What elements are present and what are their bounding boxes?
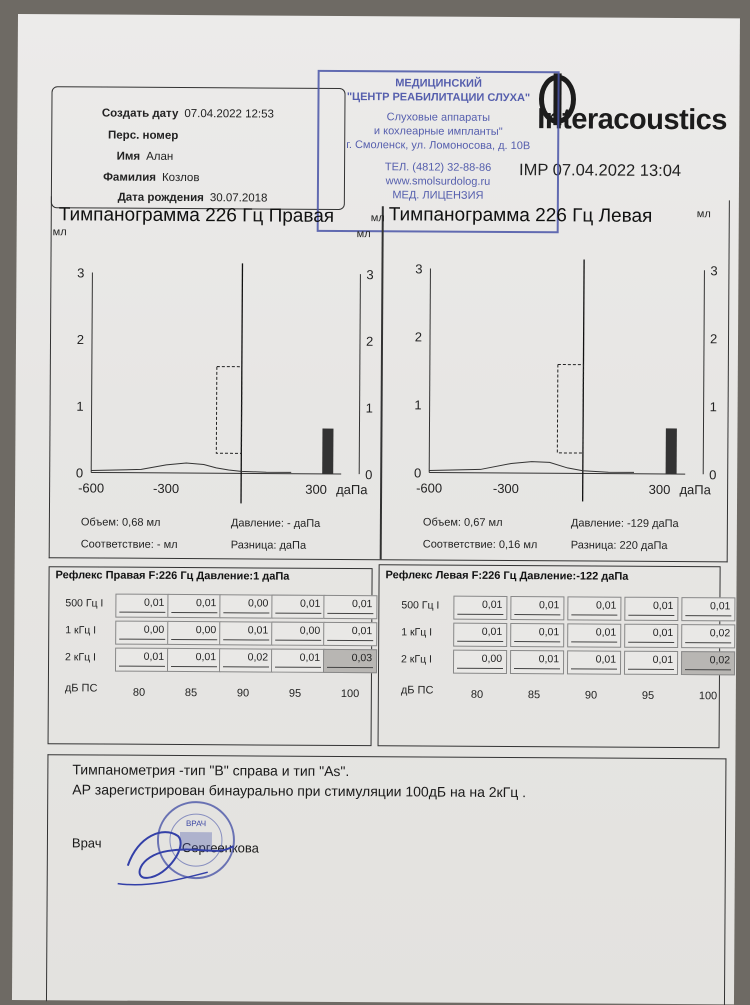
- right-reflex-trace: [223, 612, 269, 614]
- stamp-line-8: МЕД. ЛИЦЕНЗИЯ: [392, 189, 484, 202]
- right-reflex-value: 0,01: [195, 597, 217, 610]
- right-volume: Объем: 0,68 мл: [80, 516, 161, 529]
- left-reflex-cell: [624, 624, 678, 648]
- left-y-tick-right: 1: [709, 399, 717, 415]
- left-y-axis-right: [703, 270, 704, 474]
- right-reflex-cell: [167, 621, 221, 645]
- left-tymp-title: Тимпанограмма 226 Гц Левая: [388, 204, 653, 227]
- create-date-label: Создать дату: [101, 107, 179, 120]
- right-ml-label-right: мл: [356, 228, 371, 241]
- left-reflex-value: 0,01: [595, 626, 617, 639]
- left-volume: Объем: 0,67 мл: [422, 516, 503, 529]
- left-reflex-value: 0,01: [709, 600, 731, 613]
- left-reflex-value: 0,01: [481, 598, 503, 611]
- right-reflex-value: 0,00: [247, 597, 269, 610]
- surname-label: Фамилия: [103, 171, 157, 184]
- seal-text: ВРАЧ: [185, 819, 207, 829]
- right-volume-bar: [322, 429, 333, 474]
- left-reflex-trace: [628, 668, 674, 670]
- left-reflex-trace: [628, 641, 674, 643]
- pers-number-row: [52, 129, 179, 142]
- left-volume-bar: [666, 428, 677, 474]
- right-db-level: 85: [184, 687, 198, 700]
- conclusion-box: [46, 754, 726, 1005]
- right-reflex-cell: [219, 621, 273, 645]
- imp-timestamp: IMP 07.04.2022 13:04: [519, 161, 682, 181]
- left-reflex-value: 0,02: [709, 627, 731, 640]
- right-reflex-value: 0,01: [299, 651, 321, 664]
- right-reflex-value: 0,01: [351, 625, 373, 638]
- stamp-line-4: и кохлеарные импланты": [373, 125, 503, 138]
- right-reflex-cell: [323, 649, 377, 673]
- right-reflex-trace: [275, 639, 321, 641]
- left-reflex-cell: [453, 650, 507, 674]
- birth-label: Дата рождения: [117, 191, 204, 205]
- left-reflex-value: 0,01: [652, 626, 674, 640]
- left-reflex-value: 0,01: [538, 626, 560, 639]
- doctor-label: Врач: [71, 835, 102, 851]
- left-db-level: 90: [584, 689, 598, 702]
- right-y-tick-left: 2: [76, 332, 85, 348]
- left-reflex-trace: [571, 668, 617, 670]
- right-y-tick-right: 0: [365, 467, 373, 483]
- left-reflex-trace: [685, 615, 731, 617]
- right-reflex-freq-label: 1 кГц I: [65, 624, 97, 637]
- right-reflex-cell: [271, 622, 325, 646]
- create-date-row: [52, 107, 179, 120]
- right-reflex-value: 0,00: [299, 624, 321, 637]
- left-x-unit: даПа: [679, 482, 711, 498]
- name-label: Имя: [116, 150, 141, 163]
- left-tympanogram-chart: [385, 240, 723, 502]
- left-difference: Разница: 220 даПа: [570, 539, 668, 552]
- right-x-tick: -600: [78, 480, 105, 496]
- right-y-tick-left: 1: [76, 398, 84, 414]
- left-reflex-cell: [510, 596, 564, 620]
- right-reflex-cell: [219, 594, 273, 618]
- right-db-level: 90: [236, 687, 250, 700]
- right-reflex-cell: [323, 622, 377, 646]
- pers-number-label: Перс. номер: [108, 129, 179, 142]
- left-reflex-trace: [628, 614, 674, 616]
- left-reflex-value: 0,01: [538, 653, 560, 666]
- right-tymp-title: Тимпанограмма 226 Гц Правая: [58, 204, 335, 227]
- right-reflex-trace: [327, 612, 373, 614]
- left-reflex-value: 0,01: [595, 599, 617, 612]
- left-normative-box: [557, 365, 583, 454]
- right-x-unit: даПа: [336, 481, 368, 498]
- right-compliance: Соответствие: - мл: [80, 538, 178, 551]
- left-y-tick-right: 3: [710, 263, 718, 279]
- right-reflex-value: 0,00: [195, 624, 217, 637]
- left-x-tick: -300: [492, 480, 519, 497]
- birth-value: 30.07.2018: [209, 192, 268, 205]
- left-ml-label-left: мл: [370, 212, 385, 225]
- right-y-axis-right: [359, 274, 360, 474]
- left-db-level: 80: [470, 688, 484, 701]
- right-reflex-cell: [115, 648, 169, 672]
- right-reflex-cell: [271, 649, 325, 673]
- right-reflex-cell: [167, 648, 221, 672]
- right-reflex-trace: [275, 666, 321, 668]
- right-reflex-trace: [171, 611, 217, 613]
- reflex-right-title: Рефлекс Правая F:226 Гц Давление:1 даПа: [55, 569, 290, 583]
- left-y-tick-left: 2: [414, 329, 423, 345]
- stamp-line-3: Слуховые аппараты: [386, 111, 491, 124]
- right-ml-label-left: мл: [52, 226, 67, 239]
- left-compliance: Соответствие: 0,16 мл: [422, 538, 538, 552]
- stamp-line-7: www.smolsurdolog.ru: [385, 175, 491, 188]
- surname-value: Козлов: [161, 171, 200, 185]
- left-y-tick-left: 1: [414, 397, 422, 413]
- left-reflex-trace: [685, 669, 731, 671]
- right-reflex-trace: [171, 638, 217, 640]
- left-x-tick: 300: [648, 481, 671, 497]
- right-reflex-cell: [323, 595, 377, 619]
- right-reflex-trace: [223, 666, 269, 668]
- right-reflex-value: 0,00: [143, 623, 165, 636]
- left-reflex-value: 0,01: [652, 599, 674, 613]
- right-reflex-cell: [115, 621, 169, 645]
- left-reflex-trace: [514, 614, 560, 616]
- right-x-axis: [91, 472, 341, 474]
- patient-info-box: [51, 86, 346, 210]
- name-row: [52, 150, 141, 163]
- left-reflex-cell: [681, 651, 735, 675]
- left-reflex-cell: [681, 597, 735, 621]
- stamp-line-1: МЕДИЦИНСКИЙ: [395, 77, 482, 90]
- right-y-tick-right: 3: [366, 267, 374, 283]
- left-reflex-trace: [514, 641, 560, 643]
- left-reflex-value: 0,00: [481, 652, 503, 665]
- left-reflex-trace: [571, 614, 617, 616]
- left-reflex-cell: [624, 597, 678, 621]
- left-reflex-cell: [624, 651, 678, 675]
- right-db-label: дБ ПС: [64, 682, 98, 695]
- birth-row: [52, 191, 204, 205]
- left-reflex-cell: [510, 650, 564, 674]
- conclusion-line-2: АР зарегистрирован бинаурально при стимуляции 100дБ на на 2кГц .: [72, 781, 527, 801]
- left-reflex-cell: [567, 623, 621, 647]
- left-reflex-value: 0,01: [652, 653, 674, 667]
- left-tymp-curve: [429, 461, 634, 472]
- left-reflex-value: 0,01: [595, 653, 617, 666]
- left-db-label: дБ ПС: [400, 684, 434, 697]
- stamp-line-5: г. Смоленск, ул. Ломоносова, д. 10В: [346, 139, 531, 153]
- left-reflex-trace: [571, 641, 617, 643]
- left-ml-label-right: мл: [696, 208, 711, 221]
- left-reflex-cell: [453, 623, 507, 647]
- left-reflex-trace: [685, 642, 731, 644]
- doctor-seal-and-signature-icon: [108, 796, 239, 897]
- left-reflex-trace: [457, 613, 503, 615]
- right-db-level: 95: [288, 687, 302, 700]
- reflex-left-title: Рефлекс Левая F:226 Гц Давление:-122 даПа: [385, 569, 629, 583]
- right-reflex-trace: [119, 638, 165, 640]
- right-y-tick-left: 3: [77, 265, 85, 281]
- left-y-tick-left: 3: [415, 261, 423, 277]
- right-difference: Разница: даПа: [230, 539, 307, 552]
- right-reflex-freq-label: 500 Гц I: [65, 597, 104, 610]
- right-reflex-value: 0,01: [247, 624, 269, 637]
- right-reflex-cell: [219, 648, 273, 672]
- stamp-line-6: ТЕЛ. (4812) 32-88-86: [384, 161, 492, 174]
- create-date-value: 07.04.2022 12:53: [184, 108, 274, 121]
- right-db-level: 80: [132, 686, 146, 699]
- right-reflex-value: 0,02: [247, 651, 269, 664]
- stamp-line-2: "ЦЕНТР РЕАБИЛИТАЦИИ СЛУХА": [346, 91, 531, 105]
- right-reflex-trace: [119, 611, 165, 613]
- left-y-tick-left: 0: [413, 465, 422, 481]
- left-x-axis: [429, 473, 685, 475]
- reflex-left-grid: [379, 565, 731, 747]
- left-x-tick: -600: [416, 480, 443, 496]
- right-reflex-value: 0,01: [143, 650, 165, 663]
- right-reflex-trace: [223, 639, 269, 641]
- left-reflex-trace: [514, 668, 560, 670]
- left-reflex-cell: [567, 650, 621, 674]
- right-tymp-curve: [91, 462, 291, 472]
- left-db-level: 85: [527, 689, 541, 702]
- right-y-tick-right: 2: [365, 333, 374, 349]
- left-y-tick-right: 2: [709, 331, 718, 347]
- left-reflex-freq-label: 1 кГц I: [401, 626, 433, 639]
- left-reflex-value: 0,02: [709, 654, 731, 667]
- right-reflex-trace: [119, 665, 165, 667]
- left-reflex-trace: [457, 667, 503, 669]
- right-normative-box: [216, 367, 242, 454]
- left-reflex-freq-label: 2 кГц I: [401, 653, 432, 666]
- right-tympanogram-chart: [51, 242, 379, 504]
- right-reflex-value: 0,03: [351, 652, 373, 665]
- right-reflex-trace: [327, 639, 373, 641]
- left-reflex-cell: [510, 623, 564, 647]
- left-y-axis-left: [429, 269, 430, 473]
- right-pressure: Давление: - даПа: [230, 517, 321, 530]
- right-reflex-trace: [171, 665, 217, 667]
- left-pressure: Давление: -129 даПа: [570, 517, 679, 531]
- right-reflex-cell: [167, 594, 221, 618]
- left-reflex-cell: [681, 624, 735, 648]
- left-reflex-cell: [567, 596, 621, 620]
- right-reflex-value: 0,01: [195, 651, 217, 664]
- reflex-right-grid: [49, 567, 372, 745]
- right-reflex-value: 0,01: [143, 596, 165, 609]
- surname-row: [52, 171, 157, 184]
- right-x-tick: -300: [153, 480, 180, 496]
- right-y-axis-left: [91, 272, 92, 472]
- right-reflex-cell: [271, 595, 325, 619]
- reflex-right-box: [48, 566, 373, 746]
- paper-sheet: [12, 14, 740, 1004]
- conclusion-line-1: Тимпанометрия -тип "В" справа и тип "As".: [72, 761, 350, 780]
- right-y-tick-left: 0: [75, 465, 84, 481]
- right-reflex-trace: [327, 666, 373, 668]
- right-x-tick: 300: [305, 481, 327, 497]
- doctor-name: Сергеенкова: [181, 840, 259, 856]
- left-reflex-cell: [453, 596, 507, 620]
- reflex-left-box: [378, 564, 731, 748]
- right-y-tick-right: 1: [365, 400, 373, 416]
- left-reflex-freq-label: 500 Гц I: [401, 599, 440, 612]
- name-value: Алан: [146, 150, 174, 163]
- right-reflex-freq-label: 2 кГц I: [65, 651, 96, 664]
- right-reflex-value: 0,01: [351, 598, 373, 611]
- right-db-level: 100: [340, 687, 360, 701]
- left-reflex-value: 0,01: [481, 625, 503, 638]
- right-reflex-cell: [115, 594, 169, 618]
- left-db-level: 100: [698, 690, 718, 703]
- left-y-tick-right: 0: [709, 467, 717, 483]
- left-db-level: 95: [641, 689, 655, 702]
- brand-logo: Interacoustics: [537, 103, 728, 137]
- left-reflex-value: 0,01: [538, 599, 560, 612]
- right-reflex-trace: [275, 612, 321, 614]
- right-reflex-value: 0,01: [299, 597, 321, 610]
- left-reflex-trace: [457, 640, 503, 642]
